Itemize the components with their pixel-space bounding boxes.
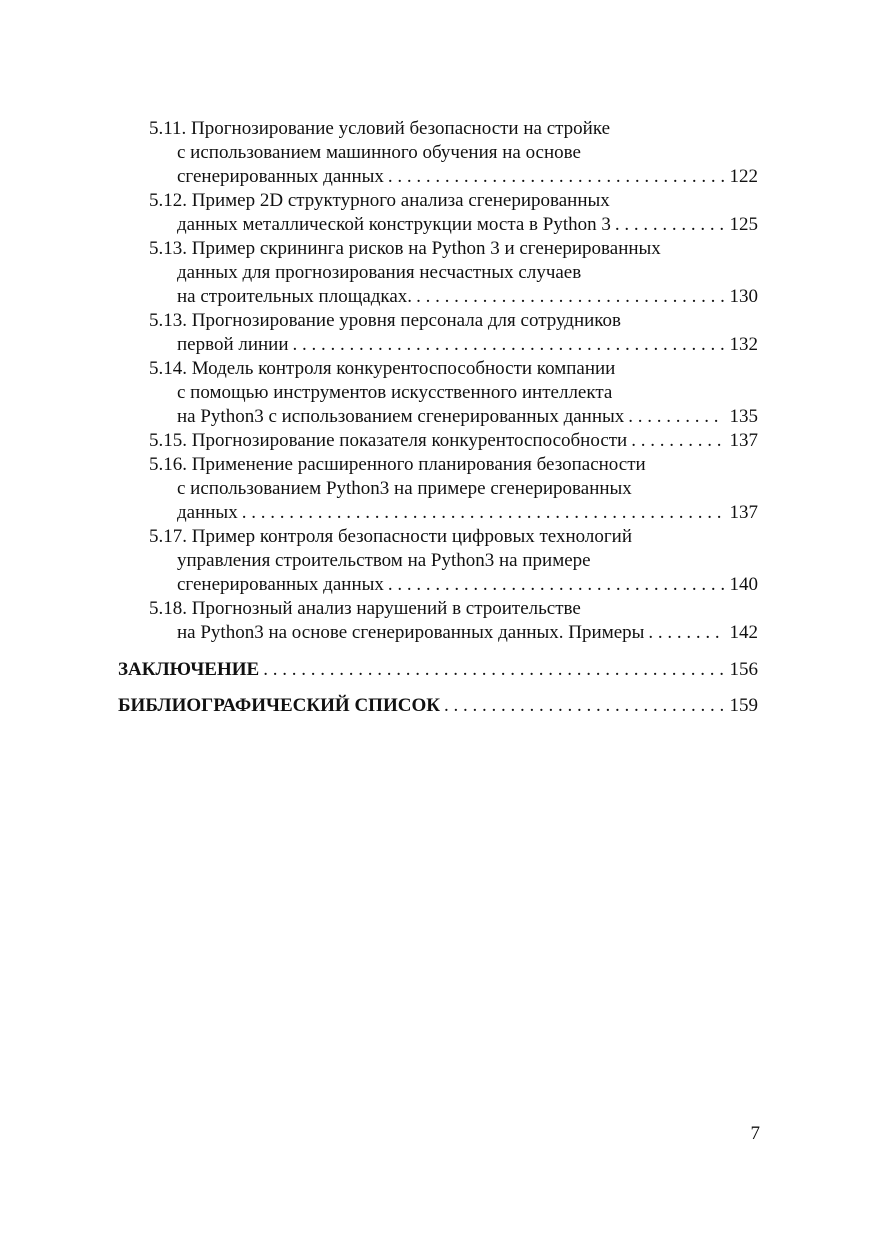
dot-leader <box>259 658 724 682</box>
toc-entry-title: 5.13. Пример скрининга рисков на Python 3 и сгенерированных <box>149 238 661 259</box>
toc-entry-line <box>118 694 758 718</box>
dot-leader <box>384 573 724 597</box>
toc-entry-page: 130 <box>729 286 758 307</box>
toc-entry-line <box>118 658 758 682</box>
dot-leader <box>627 429 724 453</box>
toc-entry-line <box>149 429 758 453</box>
toc-entry[interactable] <box>118 117 758 189</box>
toc-entry-page: 142 <box>729 622 758 643</box>
toc-entry-title: на Python3 на основе сгенерированных данных. Примеры <box>177 622 645 643</box>
toc-entry-bibliography[interactable] <box>118 694 758 718</box>
toc-entry-line <box>149 501 758 525</box>
toc-entry-line <box>149 621 758 645</box>
dot-leader <box>644 621 724 645</box>
toc-entry-line <box>149 381 758 405</box>
toc-entry-page: 159 <box>729 695 758 716</box>
toc-entry-title: 5.12. Пример 2D структурного анализа сгенерированных <box>149 190 610 211</box>
toc-entry-title: управления строительством на Python3 на примере <box>177 550 591 571</box>
toc-entry-line <box>149 597 758 621</box>
toc-entry[interactable] <box>118 525 758 597</box>
toc-entry-line <box>149 189 758 213</box>
toc-entry-title: 5.11. Прогнозирование условий безопасности на стройке <box>149 118 611 139</box>
toc-entry-page: 122 <box>729 166 758 187</box>
toc-entry-page: 135 <box>729 406 758 427</box>
toc-entry-line <box>149 573 758 597</box>
toc-entry-title: первой линии <box>177 334 289 355</box>
dot-leader <box>624 405 724 429</box>
toc-entry[interactable] <box>118 309 758 357</box>
toc-entry-line <box>149 333 758 357</box>
toc-entry-page: 125 <box>729 214 758 235</box>
toc-entry-title: БИБЛИОГРАФИЧЕСКИЙ СПИСОК <box>118 695 441 716</box>
toc-entry-line <box>149 405 758 429</box>
toc-entry-title: 5.17. Пример контроля безопасности цифровых технологий <box>149 526 632 547</box>
toc-entry-title: 5.18. Прогнозный анализ нарушений в строительстве <box>149 598 581 619</box>
toc-entry-line <box>149 285 758 309</box>
toc-entry-title: на Python3 с использованием сгенерированных данных <box>177 406 625 427</box>
toc-entry-page: 140 <box>729 574 758 595</box>
toc-entry-title: данных <box>177 502 238 523</box>
toc-entry-title: с использованием машинного обучения на основе <box>177 142 581 163</box>
toc-entry[interactable] <box>118 237 758 309</box>
toc-entry-title: сгенерированных данных <box>177 166 384 187</box>
dot-leader <box>611 213 724 237</box>
toc-entry-title: ЗАКЛЮЧЕНИЕ <box>118 659 260 680</box>
toc-entry-line <box>149 165 758 189</box>
toc-entry-page: 132 <box>729 334 758 355</box>
toc-entry-line <box>149 213 758 237</box>
toc-entry-conclusion[interactable] <box>118 658 758 682</box>
toc-entry-title: на строительных площадках. <box>177 286 413 307</box>
toc-entry-title: с использованием Python3 на примере сгенерированных <box>177 478 632 499</box>
toc-entry-line <box>149 549 758 573</box>
toc-entry-title: 5.16. Применение расширенного планирования безопасности <box>149 454 646 475</box>
toc-entry-title: данных для прогнозирования несчастных случаев <box>177 262 582 283</box>
toc-entry[interactable] <box>118 597 758 645</box>
toc-entry-line <box>149 117 758 141</box>
dot-leader <box>412 285 724 309</box>
toc-entry[interactable] <box>118 189 758 237</box>
toc-entry-line <box>149 309 758 333</box>
dot-leader <box>289 333 724 357</box>
toc-entry-title: с помощью инструментов искусственного интеллекта <box>177 382 613 403</box>
toc-entry[interactable] <box>118 429 758 453</box>
toc-entry-line <box>149 525 758 549</box>
toc-entry-line <box>149 477 758 501</box>
toc-entry-title: данных металлической конструкции моста в Python 3 <box>177 214 611 235</box>
dot-leader <box>440 694 724 718</box>
toc-entry-page: 156 <box>729 659 758 680</box>
toc-entry-page: 137 <box>729 430 758 451</box>
page-number: 7 <box>750 1123 760 1144</box>
toc-entry-page: 137 <box>729 502 758 523</box>
toc-entry-title: сгенерированных данных <box>177 574 384 595</box>
table-of-contents <box>118 117 758 718</box>
toc-entry-line <box>149 237 758 261</box>
toc-entry-title: 5.14. Модель контроля конкурентоспособности компании <box>149 358 616 379</box>
dot-leader <box>384 165 724 189</box>
toc-entry-title: 5.15. Прогнозирование показателя конкурентоспособности <box>149 430 628 451</box>
toc-entry-line <box>149 261 758 285</box>
toc-entry-line <box>149 357 758 381</box>
toc-entry-line <box>149 453 758 477</box>
dot-leader <box>238 501 724 525</box>
toc-entry-line <box>149 141 758 165</box>
toc-entry[interactable] <box>118 453 758 525</box>
toc-entry-title: 5.13. Прогнозирование уровня персонала для сотрудников <box>149 310 622 331</box>
toc-entry[interactable] <box>118 357 758 429</box>
